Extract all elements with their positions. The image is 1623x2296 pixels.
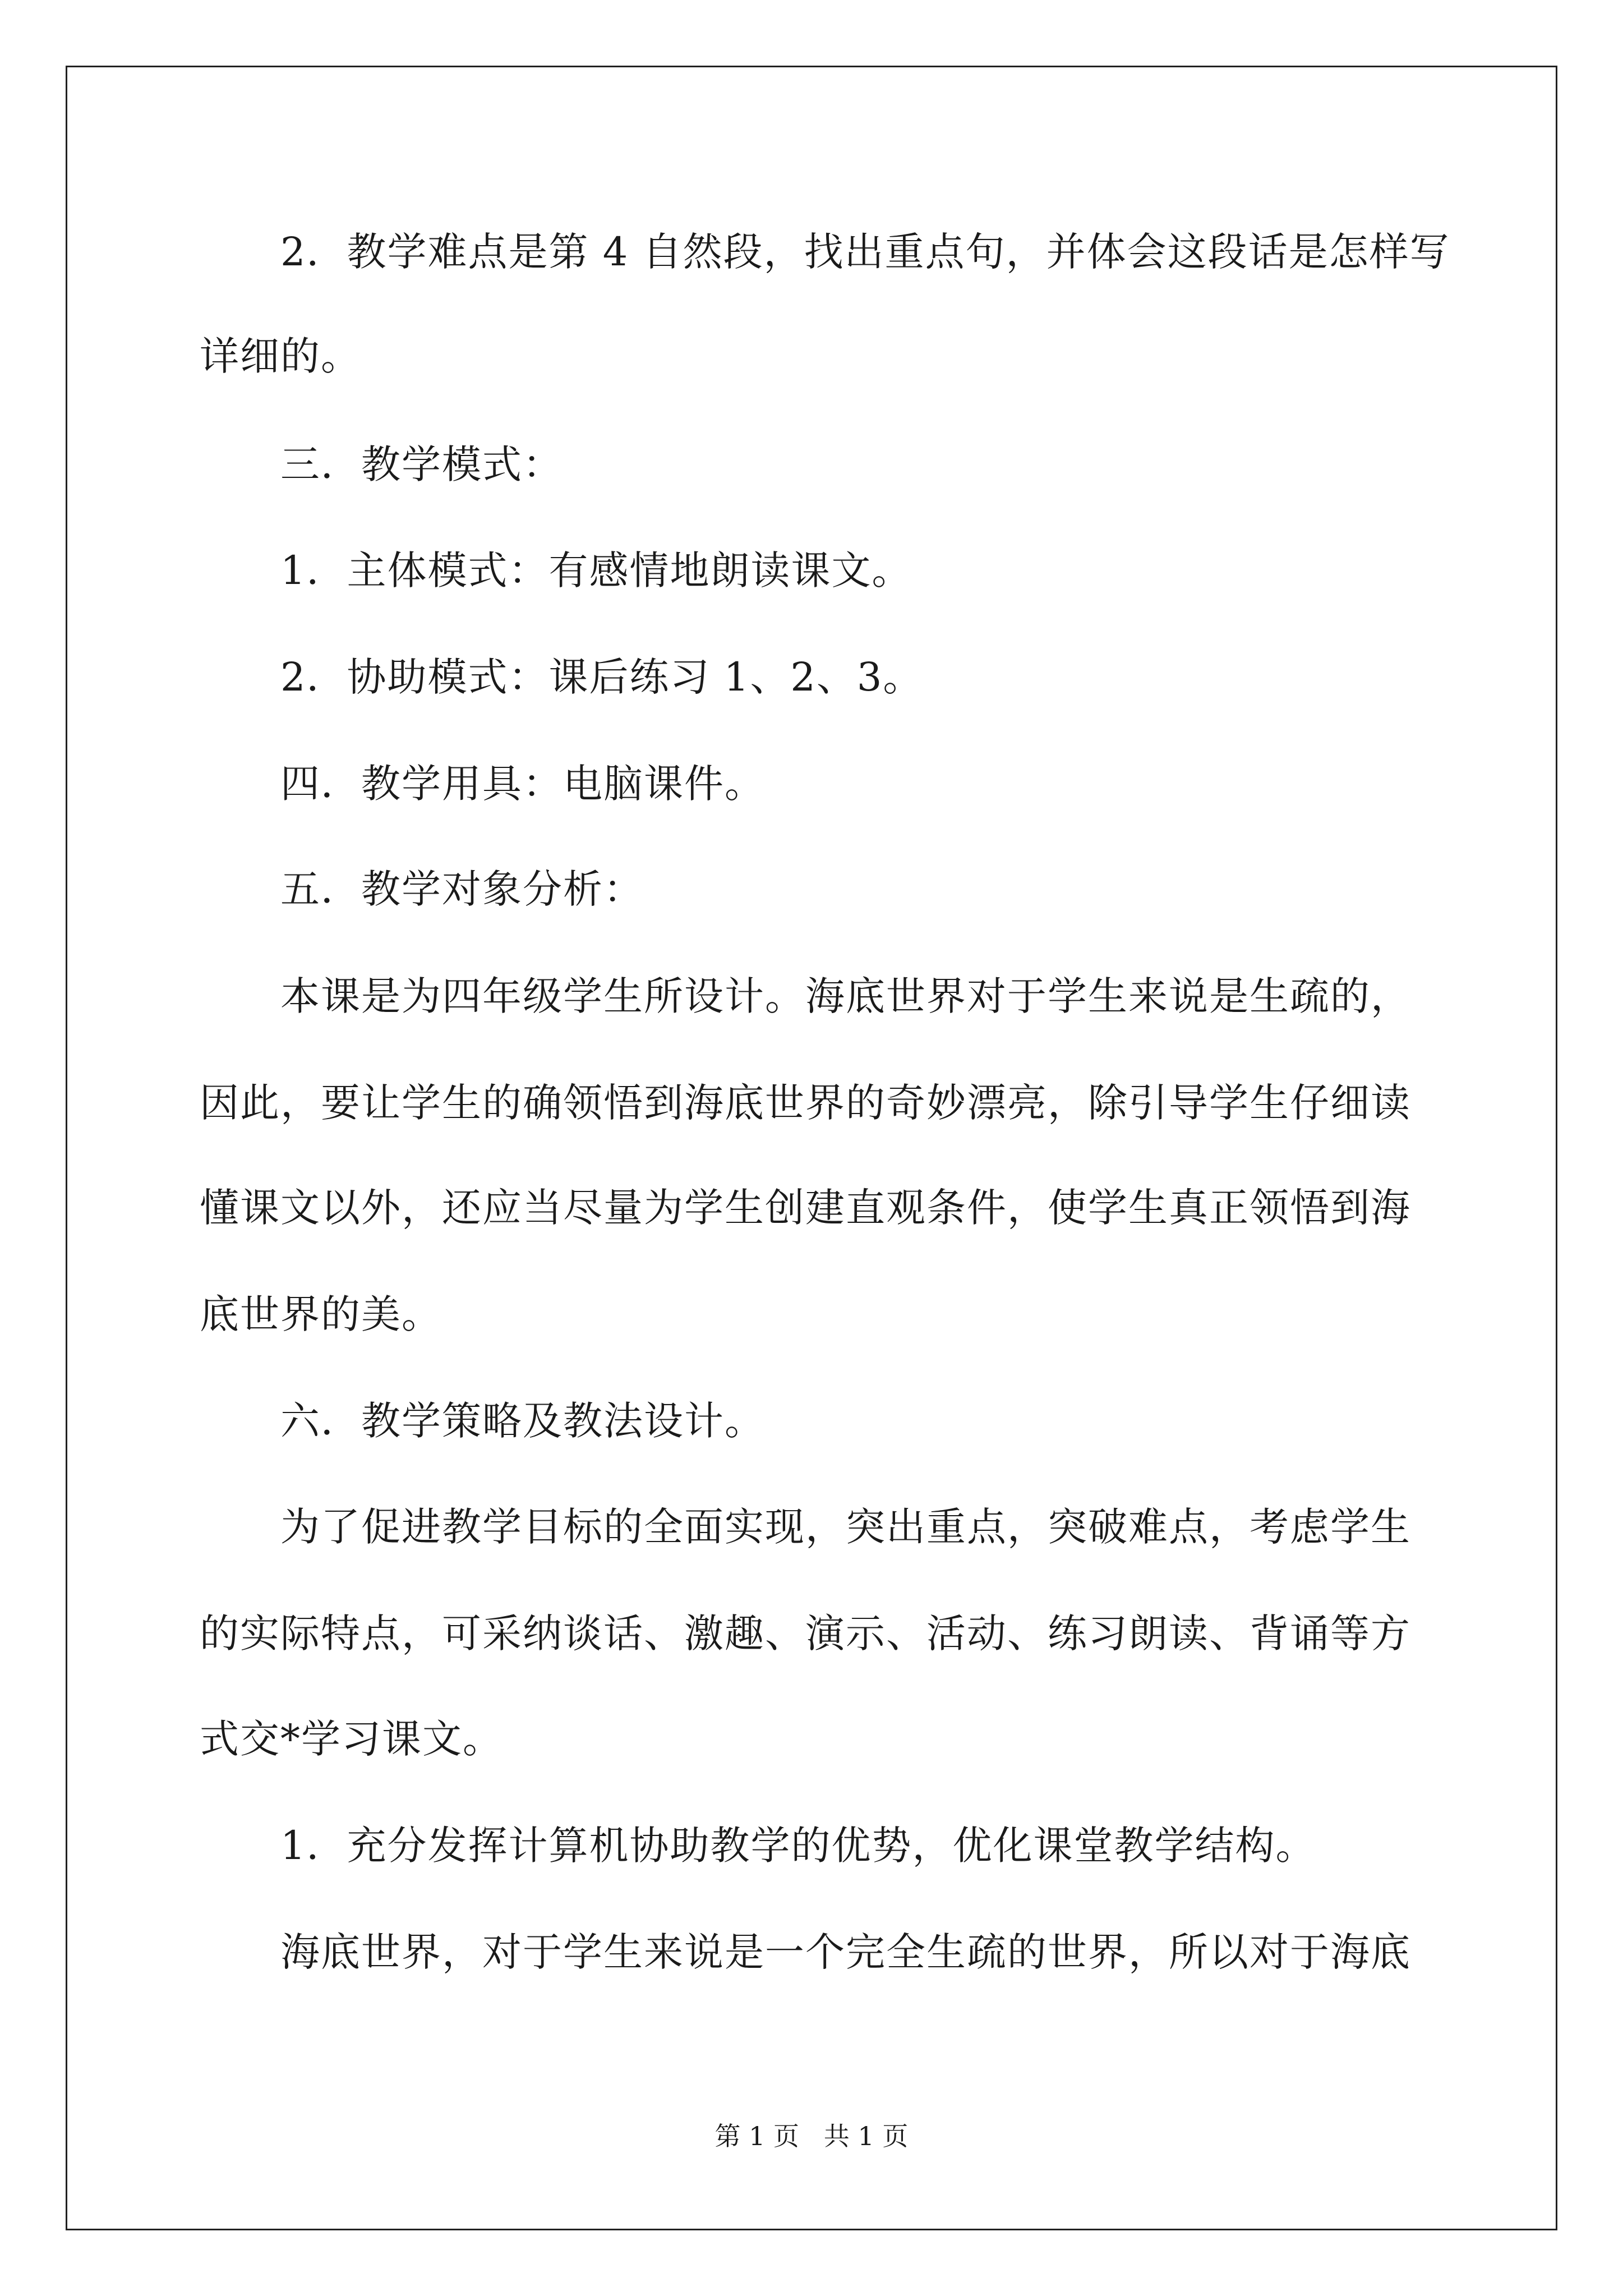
text-line: 海底世界，对于学生来说是一个完全生疏的世界，所以对于海底 [280,1929,1411,1975]
text-line: 因此，要让学生的确领悟到海底世界的奇妙漂亮，除引导学生仔细读 [200,1080,1411,1126]
text-line: 五．教学对象分析： [280,866,644,912]
text-line: 底世界的美。 [200,1291,442,1337]
text-line: 详细的。 [200,333,361,379]
text-line: 四．教学用具：电脑课件。 [280,761,765,807]
text-line: 六．教学策略及教法设计。 [280,1398,765,1444]
text-line: 1．主体模式：有感情地朗读课文。 [280,547,912,593]
text-line: 的实际特点，可采纳谈话、激趣、演示、活动、练习朗读、背诵等方 [200,1611,1411,1657]
text-line: 为了促进教学目标的全面实现，突出重点，突破难点，考虑学生 [280,1504,1411,1550]
text-line: 懂课文以外，还应当尽量为学生创建直观条件，使学生真正领悟到海 [200,1185,1411,1231]
text-line: 三．教学模式： [280,441,563,487]
text-line: 2．教学难点是第 4 自然段，找出重点句，并体会这段话是怎样写 [280,229,1450,275]
text-line: 1．充分发挥计算机协助教学的优势，优化课堂教学结构。 [280,1823,1316,1869]
text-line: 2．协助模式：课后练习 1、2、3。 [280,654,924,700]
text-line: 本课是为四年级学生所设计。海底世界对于学生来说是生疏的， [280,973,1411,1019]
page-number-footer: 第 1 页 共 1 页 [714,2121,909,2151]
page-border [66,66,1557,2230]
text-line: 式交*学习课文。 [200,1716,503,1762]
